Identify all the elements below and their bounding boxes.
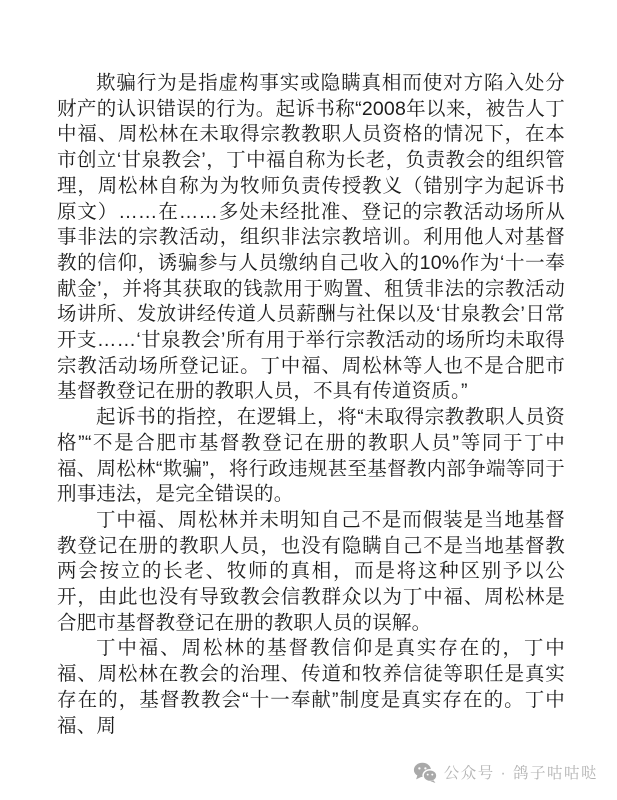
paragraph-1: 欺骗行为是指虚构事实或隐瞒真相而使对方陷入处分财产的认识错误的行为。起诉书称“2008年以来，被告人丁中福、周松林在未取得宗教教职人员资格的情况下，在本市创立‘甘泉教会’，丁中福自称为长老，负责教会的组织管理，周松林自称为为牧师负责传授教义（错别字为起诉书原文）……在……多处未经批准、登记的宗教活动场所从事非法的宗教活动，组织非法宗教培训。利用他人对基督教的信仰，诱骗参与人员缴纳自己收入的10%作为‘十一奉献金’，并将其获取的钱款用于购置、租赁非法的宗教活动场讲所、发放讲经传道人员薪酬与社保以及‘甘泉教会’日常开支……‘甘泉教会’所有用于举行宗教活动的场所均未取得宗教活动场所登记证。丁中福、周松林等人也不是合肥市基督教登记在册的教职人员，不具有传道资质。”	[57, 72, 565, 403]
article-body	[57, 71, 565, 739]
paragraph-4: 丁中福、周松林的基督教信仰是真实存在的，丁中福、周松林在教会的治理、传道和牧养信徒等职任是真实存在的，基督教教会“十一奉献”制度是真实存在的。丁中福、周	[57, 637, 565, 737]
paragraph-3: 丁中福、周松林并未明知自己不是而假装是当地基督教登记在册的教职人员，也没有隐瞒自己不是当地基督教两会按立的长老、牧师的真相，而是将这种区别予以公开，由此也没有导致教会信教群众以为丁中福、周松林是合肥市基督教登记在册的教职人员的误解。	[57, 508, 565, 634]
watermark-label: 公众号 · 鸽子咕咕哒	[443, 765, 598, 782]
paragraph-2: 起诉书的指控，在逻辑上，将“未取得宗教教职人员资格”“不是合肥市基督教登记在册的教职人员”等同于丁中福、周松林“欺骗”，将行政违规甚至基督教内部争端等同于刑事违法，是完全错误的。	[57, 406, 565, 506]
wechat-icon	[413, 762, 437, 783]
watermark	[413, 761, 598, 783]
